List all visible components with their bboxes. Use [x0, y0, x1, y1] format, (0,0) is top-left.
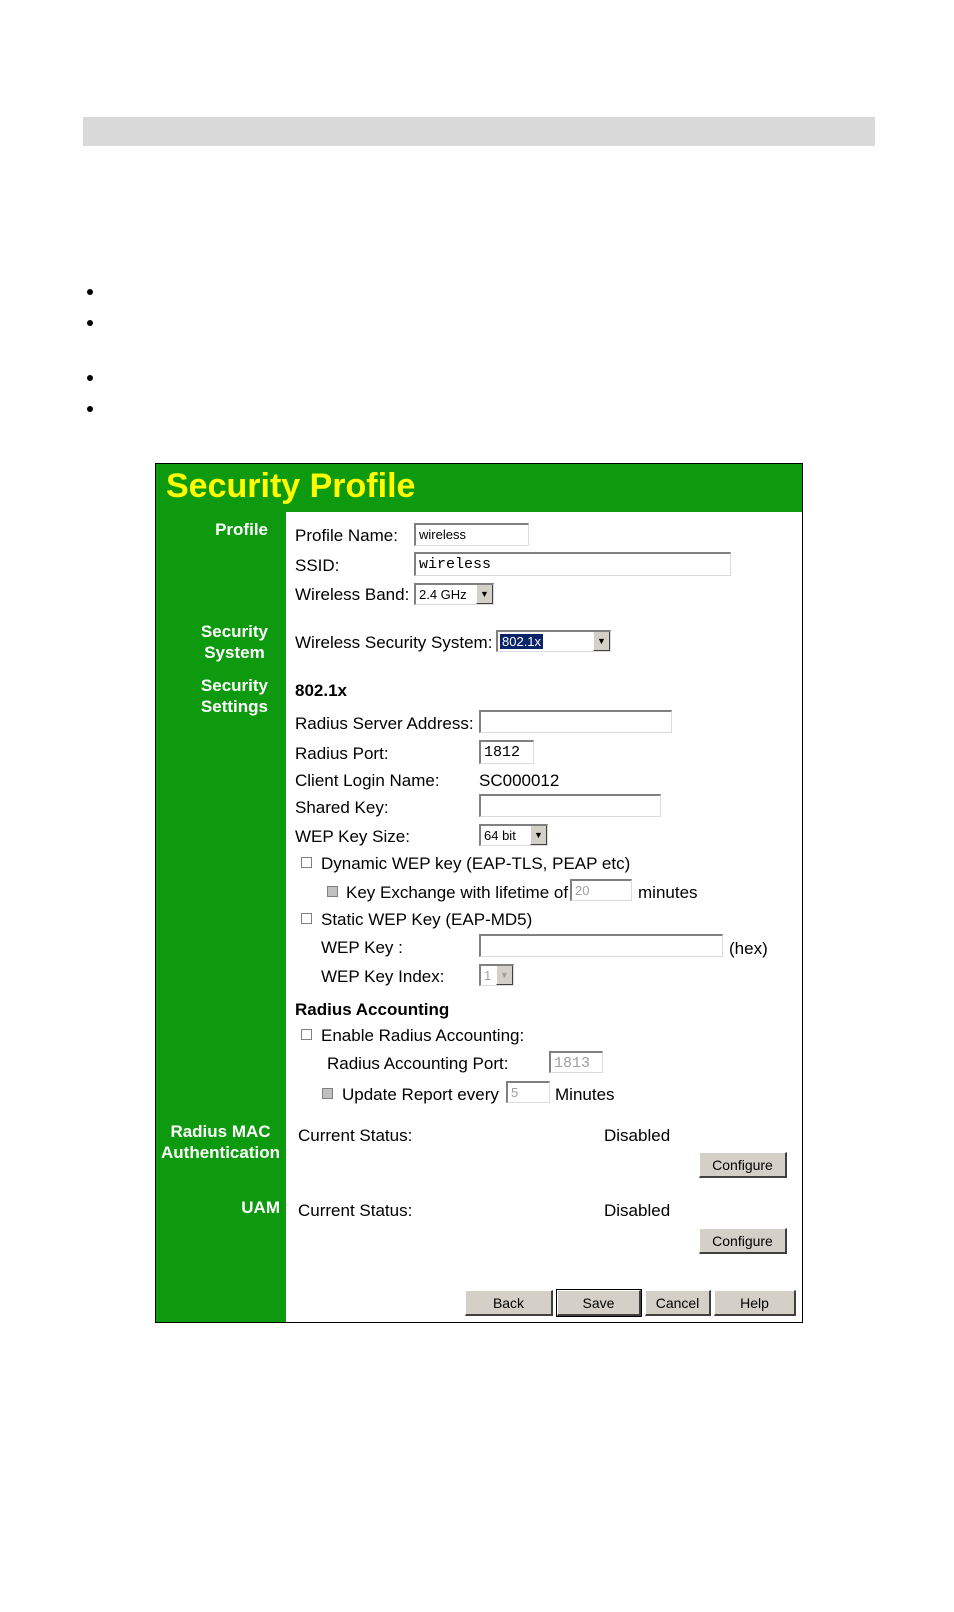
static-wep-checkbox[interactable]: [301, 913, 312, 924]
title-bar: [156, 464, 802, 512]
sidebar-label-security-settings: [201, 675, 268, 717]
select-value: 1: [484, 968, 492, 983]
sidebar-label-line: Authentication: [161, 1143, 280, 1162]
radius-port-label: Radius Port:: [295, 744, 389, 763]
wep-key-index-select[interactable]: [479, 964, 514, 986]
chevron-down-icon: ▼: [530, 826, 547, 845]
radius-server-input[interactable]: [479, 710, 672, 733]
select-value: 802.1x: [502, 634, 542, 649]
radius-mac-status-label: Current Status:: [298, 1126, 413, 1145]
radius-server-label: Radius Server Address:: [295, 714, 474, 733]
dynamic-wep-label: Dynamic WEP key (EAP-TLS, PEAP etc): [321, 854, 631, 873]
chevron-down-icon: ▼: [593, 632, 610, 651]
shared-key-input[interactable]: [479, 794, 661, 817]
bullet-point: [87, 320, 93, 326]
wireless-band-select[interactable]: [414, 583, 494, 605]
sidebar: [156, 512, 286, 1322]
shared-key-label: Shared Key:: [295, 798, 389, 817]
sidebar-label-security-system: [201, 621, 268, 663]
wep-key-input[interactable]: [479, 934, 723, 957]
security-system-label: Wireless Security System:: [295, 633, 493, 652]
cancel-button[interactable]: Cancel: [645, 1290, 711, 1316]
security-profile-panel: [155, 463, 803, 1323]
static-wep-label: Static WEP Key (EAP-MD5): [321, 910, 533, 929]
client-login-value: SC000012: [479, 771, 560, 790]
wep-key-size-select[interactable]: [479, 824, 548, 846]
sidebar-label-line: System: [204, 643, 265, 662]
radius-port-input[interactable]: 1812: [479, 740, 534, 764]
page-header-bar: [83, 117, 875, 146]
profile-name-label: Profile Name:: [295, 526, 398, 545]
dynamic-wep-checkbox[interactable]: [301, 857, 312, 868]
key-exchange-unit: minutes: [638, 883, 698, 902]
update-report-checkbox[interactable]: [322, 1088, 333, 1099]
sidebar-label-radius-mac: [161, 1121, 280, 1163]
wep-key-size-label: WEP Key Size:: [295, 827, 410, 846]
select-value: 64 bit: [484, 828, 516, 843]
section-heading-radius-accounting: Radius Accounting: [295, 1000, 450, 1019]
update-report-unit: Minutes: [555, 1085, 615, 1104]
ssid-label: SSID:: [295, 556, 340, 575]
sidebar-label-line: Security: [200, 676, 268, 695]
save-button[interactable]: Save: [557, 1290, 641, 1316]
key-exchange-label: Key Exchange with lifetime of: [346, 883, 569, 902]
uam-configure-button[interactable]: Configure: [699, 1228, 787, 1254]
update-report-label: Update Report every: [342, 1085, 499, 1104]
ssid-input[interactable]: wireless: [414, 552, 731, 576]
profile-name-input[interactable]: wireless: [414, 523, 529, 546]
radius-accounting-port-input[interactable]: 1813: [549, 1051, 603, 1073]
sidebar-label-line: Security: [200, 622, 268, 641]
key-exchange-checkbox[interactable]: [327, 886, 338, 897]
chevron-down-icon: ▼: [476, 585, 493, 604]
bullet-point: [87, 375, 93, 381]
page-title: Security Profile: [166, 467, 416, 505]
uam-status-value: Disabled: [604, 1201, 671, 1220]
chevron-down-icon: ▼: [496, 966, 513, 985]
security-system-select[interactable]: [496, 630, 611, 652]
select-value: 2.4 GHz: [419, 587, 467, 602]
client-login-label: Client Login Name:: [295, 771, 440, 790]
bullet-point: [87, 289, 93, 295]
back-button[interactable]: Back: [465, 1290, 553, 1316]
update-report-interval-input[interactable]: 5: [506, 1081, 550, 1103]
wep-key-hex-unit: (hex): [729, 939, 768, 958]
uam-status-label: Current Status:: [298, 1201, 413, 1220]
radius-accounting-port-label: Radius Accounting Port:: [327, 1054, 509, 1073]
radius-mac-status-value: Disabled: [604, 1126, 671, 1145]
sidebar-label-line: Radius MAC: [170, 1122, 271, 1141]
wep-key-label: WEP Key :: [321, 938, 403, 957]
help-button[interactable]: Help: [714, 1290, 796, 1316]
enable-radius-accounting-checkbox[interactable]: [301, 1029, 312, 1040]
enable-radius-accounting-label: Enable Radius Accounting:: [321, 1026, 525, 1045]
section-heading-8021x: 802.1x: [295, 681, 347, 700]
radius-mac-configure-button[interactable]: Configure: [699, 1152, 787, 1178]
sidebar-label-uam: UAM: [241, 1198, 280, 1217]
key-exchange-lifetime-input[interactable]: 20: [570, 879, 632, 901]
wep-key-index-label: WEP Key Index:: [321, 967, 445, 986]
wireless-band-label: Wireless Band:: [295, 585, 410, 604]
sidebar-label-line: Settings: [200, 697, 268, 716]
sidebar-label-profile: Profile: [215, 520, 268, 539]
bullet-point: [87, 406, 93, 412]
